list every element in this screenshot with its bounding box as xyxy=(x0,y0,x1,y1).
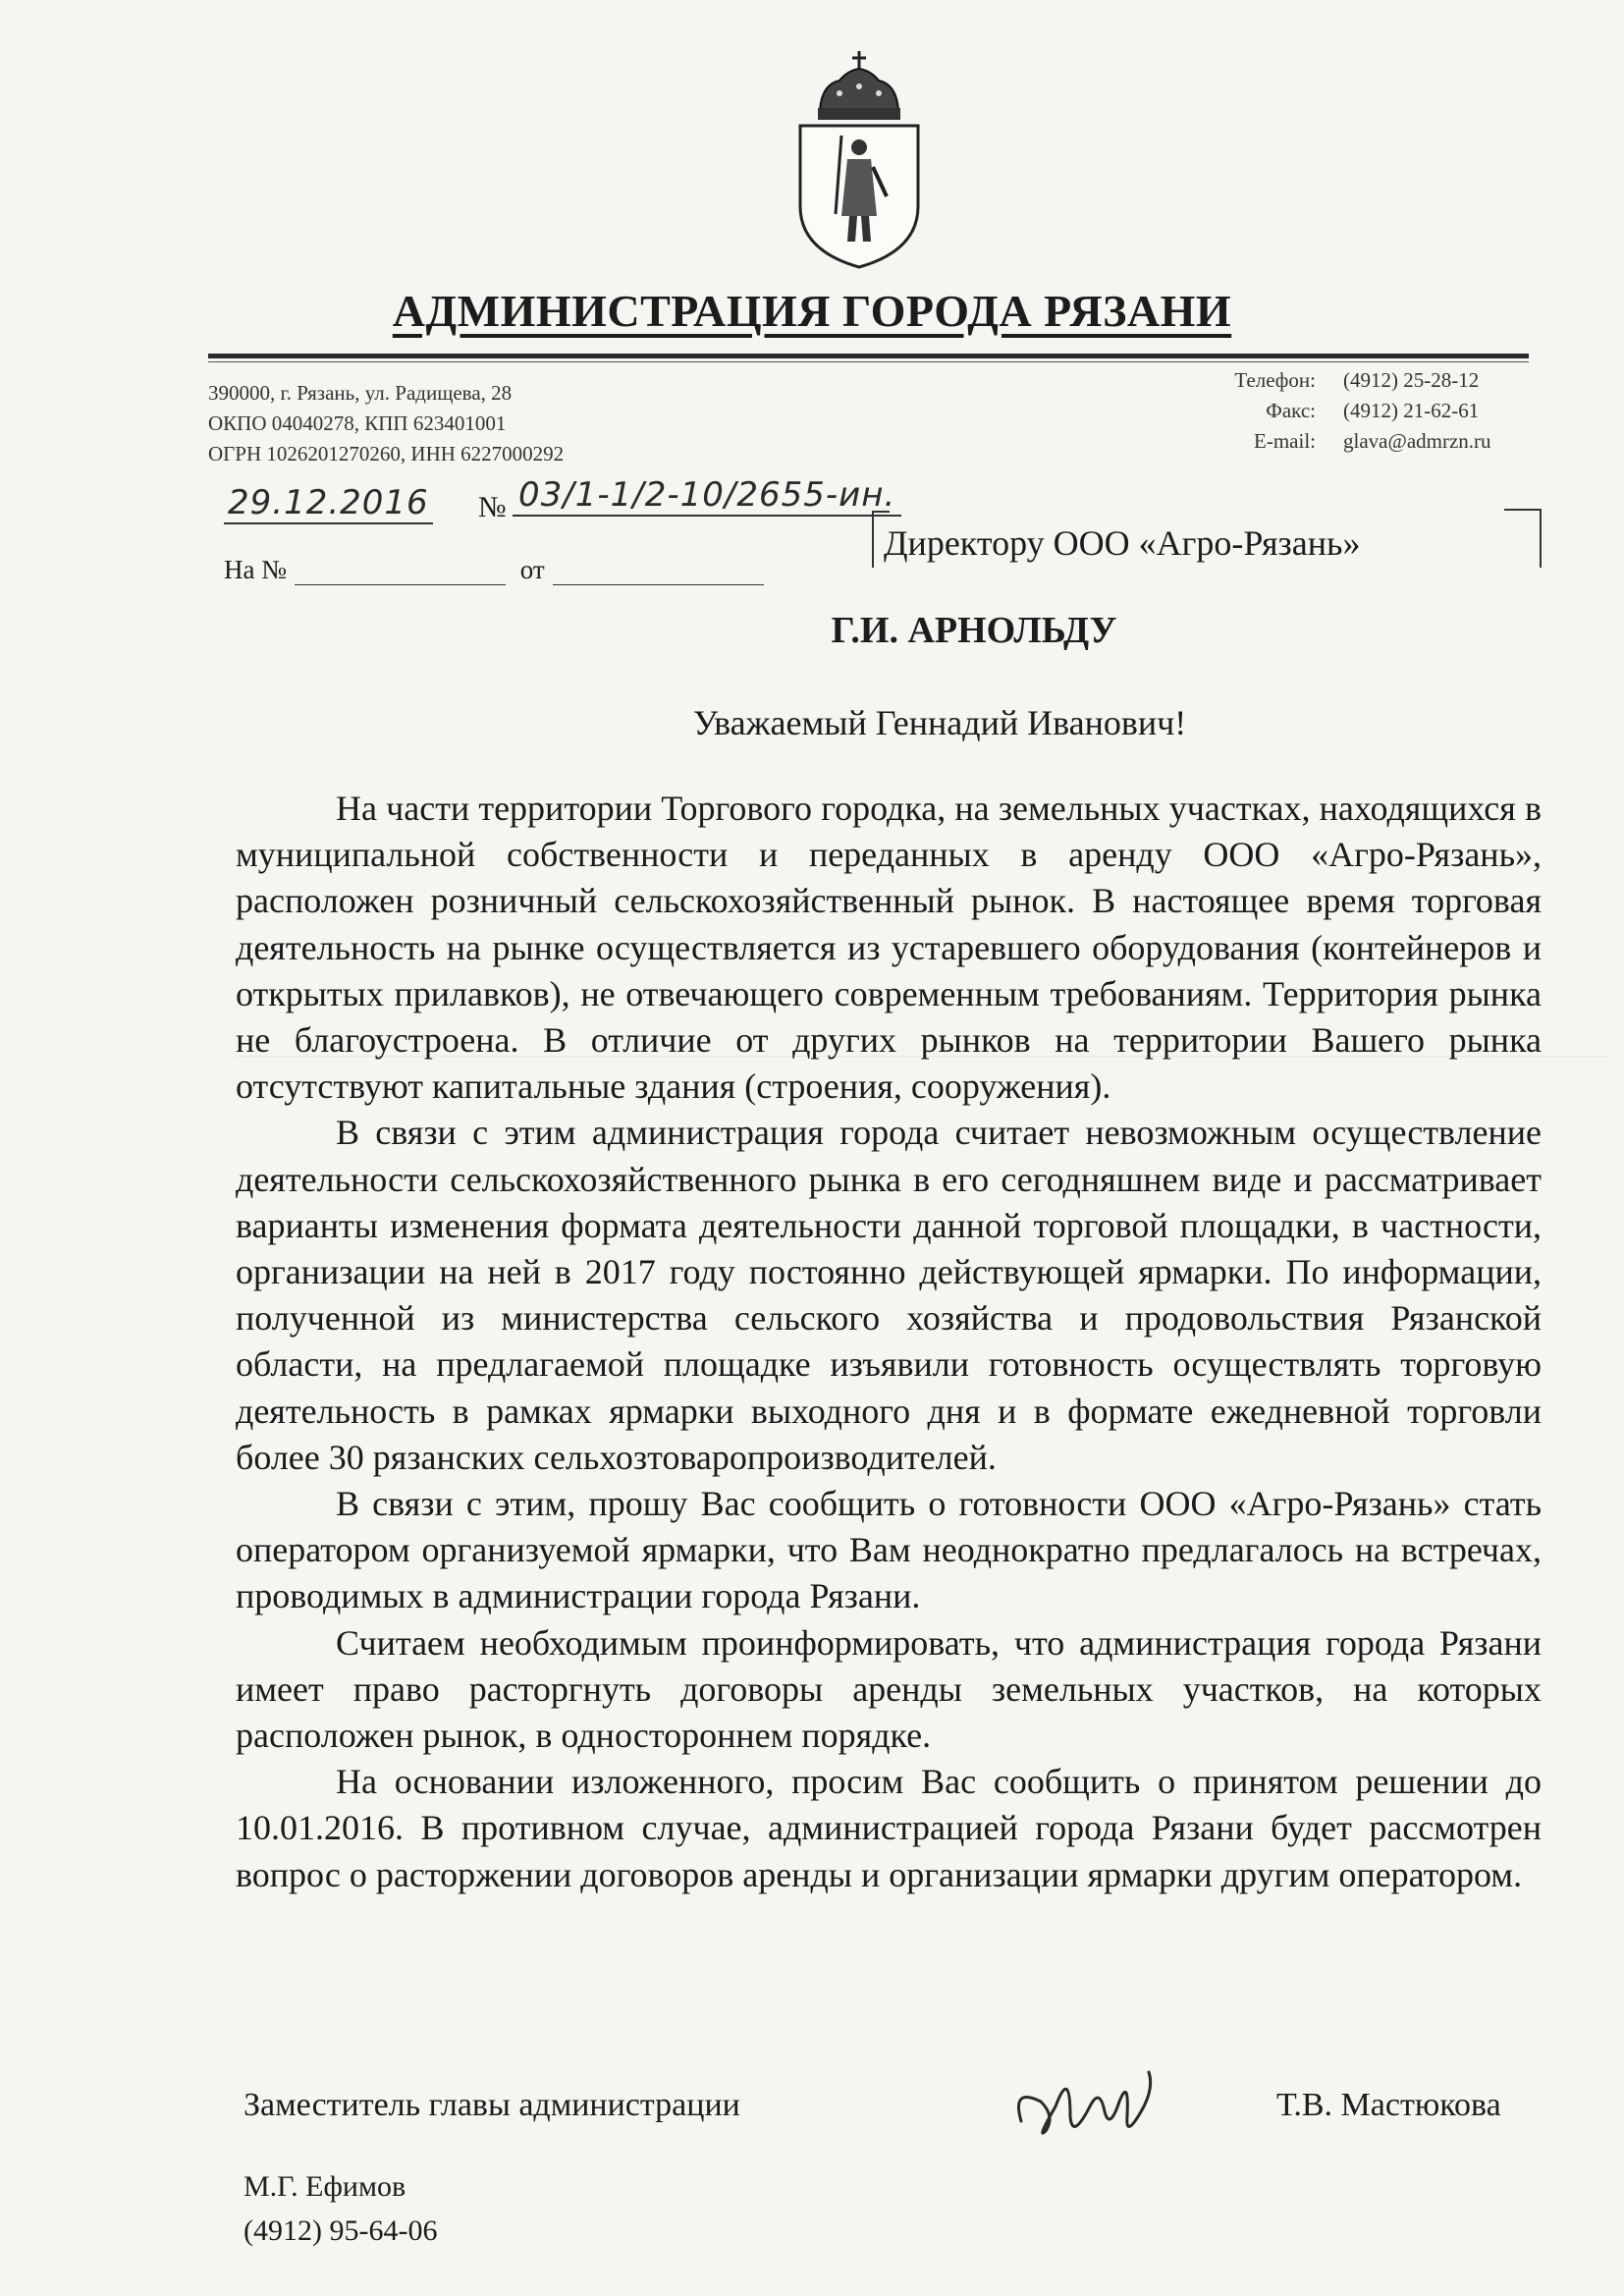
registration-date: 29.12.2016 xyxy=(224,483,433,524)
ogrn-inn-line: ОГРН 1026201270260, ИНН 6227000292 xyxy=(208,442,565,465)
contact-value: (4912) 21-62-61 xyxy=(1343,399,1480,422)
contacts-block xyxy=(1159,365,1491,457)
registration-number-label: № xyxy=(478,491,507,523)
addressee-position: Директору ООО «Агро-Рязань» xyxy=(884,523,1361,563)
contact-phone xyxy=(1159,365,1491,396)
header-divider-thin xyxy=(208,361,1529,362)
paragraph: В связи с этим, прошу Вас сообщить о готовности ООО «Агро-Рязань» стать оператором организуемой ярмарки, что Вам неоднократно предлагалось на встречах, проводимых в администрации города Рязани. xyxy=(236,1484,1542,1616)
signatory-name: Т.В. Мастюкова xyxy=(1276,2087,1501,2123)
paragraph: Считаем необходимым проинформировать, что администрация города Рязани имеет право расторгнуть договоры аренды земельных участков, на которых расположен рынок, в одностороннем порядке. xyxy=(236,1622,1542,1756)
reference-date-label: от xyxy=(519,555,545,584)
addressee-bracket-right xyxy=(1504,509,1542,568)
okpo-kpp-line: ОКПО 04040278, КПП 623401001 xyxy=(208,411,507,435)
reference-line xyxy=(224,555,772,585)
salutation: Уважаемый Геннадий Иванович! xyxy=(692,703,1187,742)
handwritten-signature xyxy=(1001,2048,1178,2156)
paragraph: На части территории Торгового городка, на земельных участках, находящихся в муниципальной собственности и переданных в аренду ООО «Агро-Рязань», расположен розничный сельскохозяйственный рынок. В настоящее время торговая деятельность на рынке осуществляется из устаревшего оборудования (контейнеров и открытых прилавков), не отвечающего современным требованиям. Территория рынка не благоустроена. В отличие от других рынков на территории Вашего рынка отсутствуют капитальные здания (строения, сооружения). xyxy=(236,789,1542,1107)
address-line: 390000, г. Рязань, ул. Радищева, 28 xyxy=(208,381,513,405)
contact-fax xyxy=(1159,396,1491,426)
reference-number-blank xyxy=(295,555,506,585)
paragraph: На основании изложенного, просим Вас сообщить о принятом решении до 10.01.2016. В противном случае, администрацией города Рязани будет рассмотрен вопрос о расторжении договоров аренды и организации ярмарки другим оператором. xyxy=(236,1762,1542,1894)
paragraph: В связи с этим администрация города считает невозможным осуществление деятельности сельскохозяйственного рынка в его сегодняшнем виде и рассматривает варианты изменения формата деятельности данной торговой площадки, в частности, организации на ней в 2017 году постоянно действующей ярмарки. По информации, полученной из министерства сельского хозяйства и продовольствия Рязанской области, на предлагаемой площадке изъявили готовность осуществлять торговую деятельность в рамках ярмарки выходного дня и в формате ежедневной торговли более 30 рязанских сельхозтоваропроизводителей. xyxy=(236,1113,1542,1477)
contact-label: E-mail: xyxy=(1254,429,1316,453)
header-divider xyxy=(208,354,1529,358)
reference-number-label: На № xyxy=(224,555,287,584)
coat-of-arms-emblem xyxy=(790,49,928,270)
registration-number: 03/1-1/2-10/2655-ин. xyxy=(513,475,901,517)
organization-title: АДМИНИСТРАЦИЯ ГОРОДА РЯЗАНИ xyxy=(392,286,1232,336)
signatory-position: Заместитель главы администрации xyxy=(244,2087,740,2123)
letter-body xyxy=(236,786,1542,1898)
organization-address-block xyxy=(208,378,564,469)
contact-label: Телефон: xyxy=(1234,368,1316,392)
contact-email xyxy=(1159,426,1491,457)
reference-date-blank xyxy=(553,555,764,585)
executor-name: М.Г. Ефимов xyxy=(244,2170,406,2203)
contact-label: Факс: xyxy=(1266,399,1316,422)
executor-phone: (4912) 95-64-06 xyxy=(244,2214,438,2247)
contact-value: (4912) 25-28-12 xyxy=(1343,368,1480,392)
contact-value: glava@admrzn.ru xyxy=(1343,429,1491,453)
addressee-name: Г.И. АРНОЛЬДУ xyxy=(831,610,1117,651)
